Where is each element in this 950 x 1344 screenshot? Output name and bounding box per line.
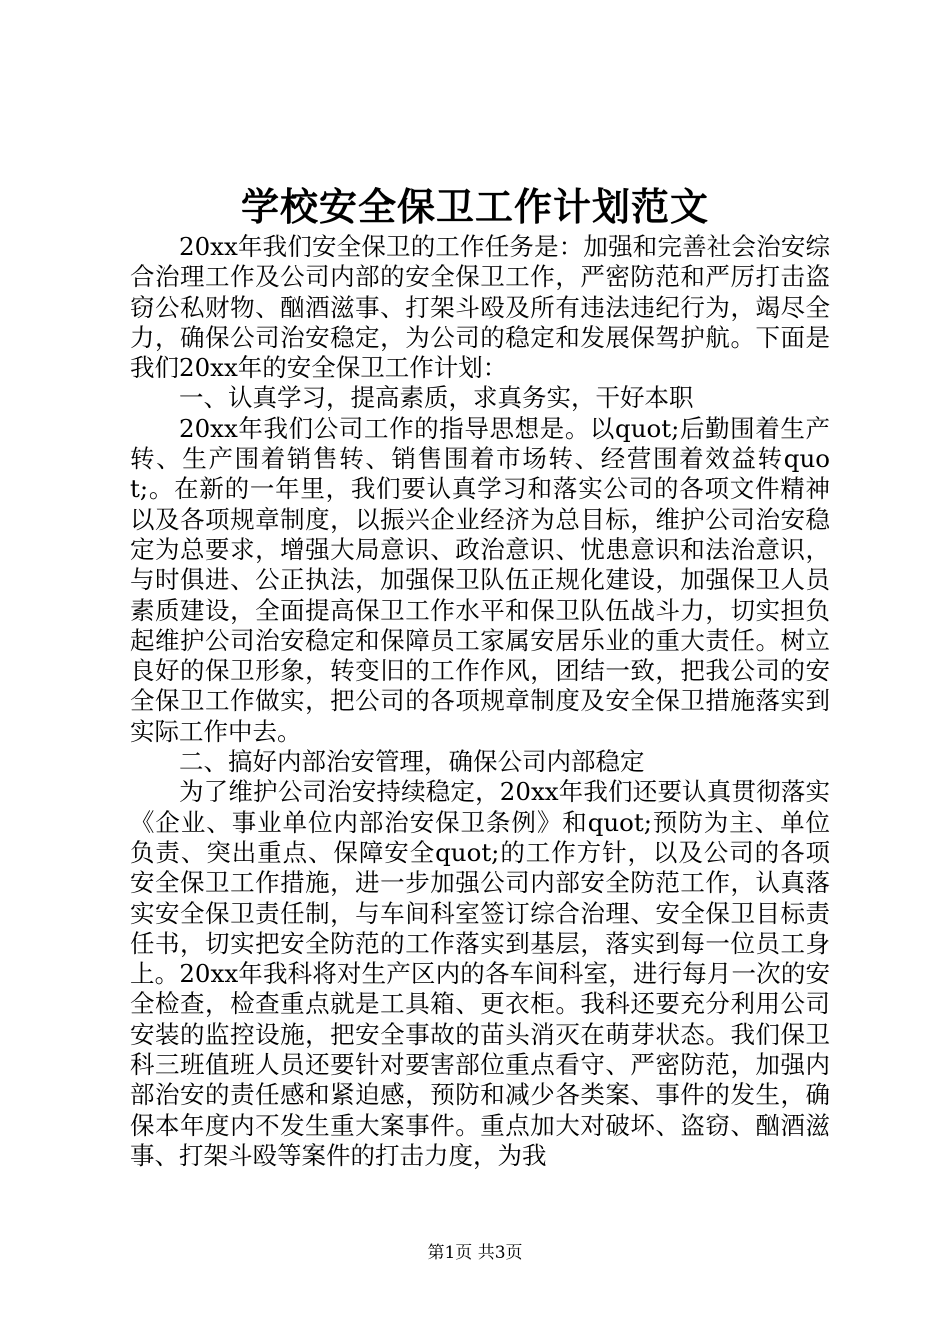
page-footer: 第1页 共3页 bbox=[427, 1243, 523, 1263]
section-heading-1: 一、认真学习，提高素质，求真务实，干好本职 bbox=[179, 383, 694, 413]
paragraph-intro: 20xx年我们安全保卫的工作任务是：加强和完善社会治安综合治理工作及公司内部的安全保卫工作，严密防范和严厉打击盗窃公私财物、酗酒滋事、打架斗殴及所有违法违纪行为，竭尽全力，确保公司治安稳定，为公司的稳定和发展保驾护航。下面是我们20xx年的安全保卫工作计划： bbox=[130, 232, 830, 383]
document-title: 学校安全保卫工作计划范文 bbox=[240, 184, 709, 229]
paragraph-section-1: 20xx年我们公司工作的指导思想是。以quot;后勤围着生产转、生产围着销售转、销售围着市场转、经营围着效益转quot;。在新的一年里，我们要认真学习和落实公司的各项文件精神以及各项规章制度，以振兴企业经济为总目标，维护公司治安稳定为总要求，增强大局意识、政治意识、忧患意识和法治意识，与时俱进、公正执法，加强保卫队伍正规化建设，加强保卫人员素质建设，全面提高保卫工作水平和保卫队伍战斗力，切实担负起维护公司治安稳定和保障员工家属安居乐业的重大责任。树立良好的保卫形象，转变旧的工作作风，团结一致，把我公司的安全保卫工作做实，把公司的各项规章制度及安全保卫措施落实到实际工作中去。 bbox=[130, 413, 830, 746]
document-body bbox=[130, 232, 830, 1171]
section-heading-2: 二、搞好内部治安管理，确保公司内部稳定 bbox=[179, 747, 645, 777]
paragraph-section-2: 为了维护公司治安持续稳定，20xx年我们还要认真贯彻落实《企业、事业单位内部治安保卫条例》和quot;预防为主、单位负责、突出重点、保障安全quot;的工作方针，以及公司的各项安全保卫工作措施，进一步加强公司内部安全防范工作，认真落实安全保卫责任制，与车间科室签订综合治理、安全保卫目标责任书，切实把安全防范的工作落实到基层，落实到每一位员工身上。20xx年我科将对生产区内的各车间科室，进行每月一次的安全检查，检查重点就是工具箱、更衣柜。我科还要充分利用公司安装的监控设施，把安全事故的苗头消灭在萌芽状态。我们保卫科三班值班人员还要针对要害部位重点看守、严密防范，加强内部治安的责任感和紧迫感，预防和减少各类案、事件的发生，确保本年度内不发生重大案事件。重点加大对破坏、盗窃、酗酒滋事、打架斗殴等案件的打击力度，为我 bbox=[130, 777, 830, 1170]
